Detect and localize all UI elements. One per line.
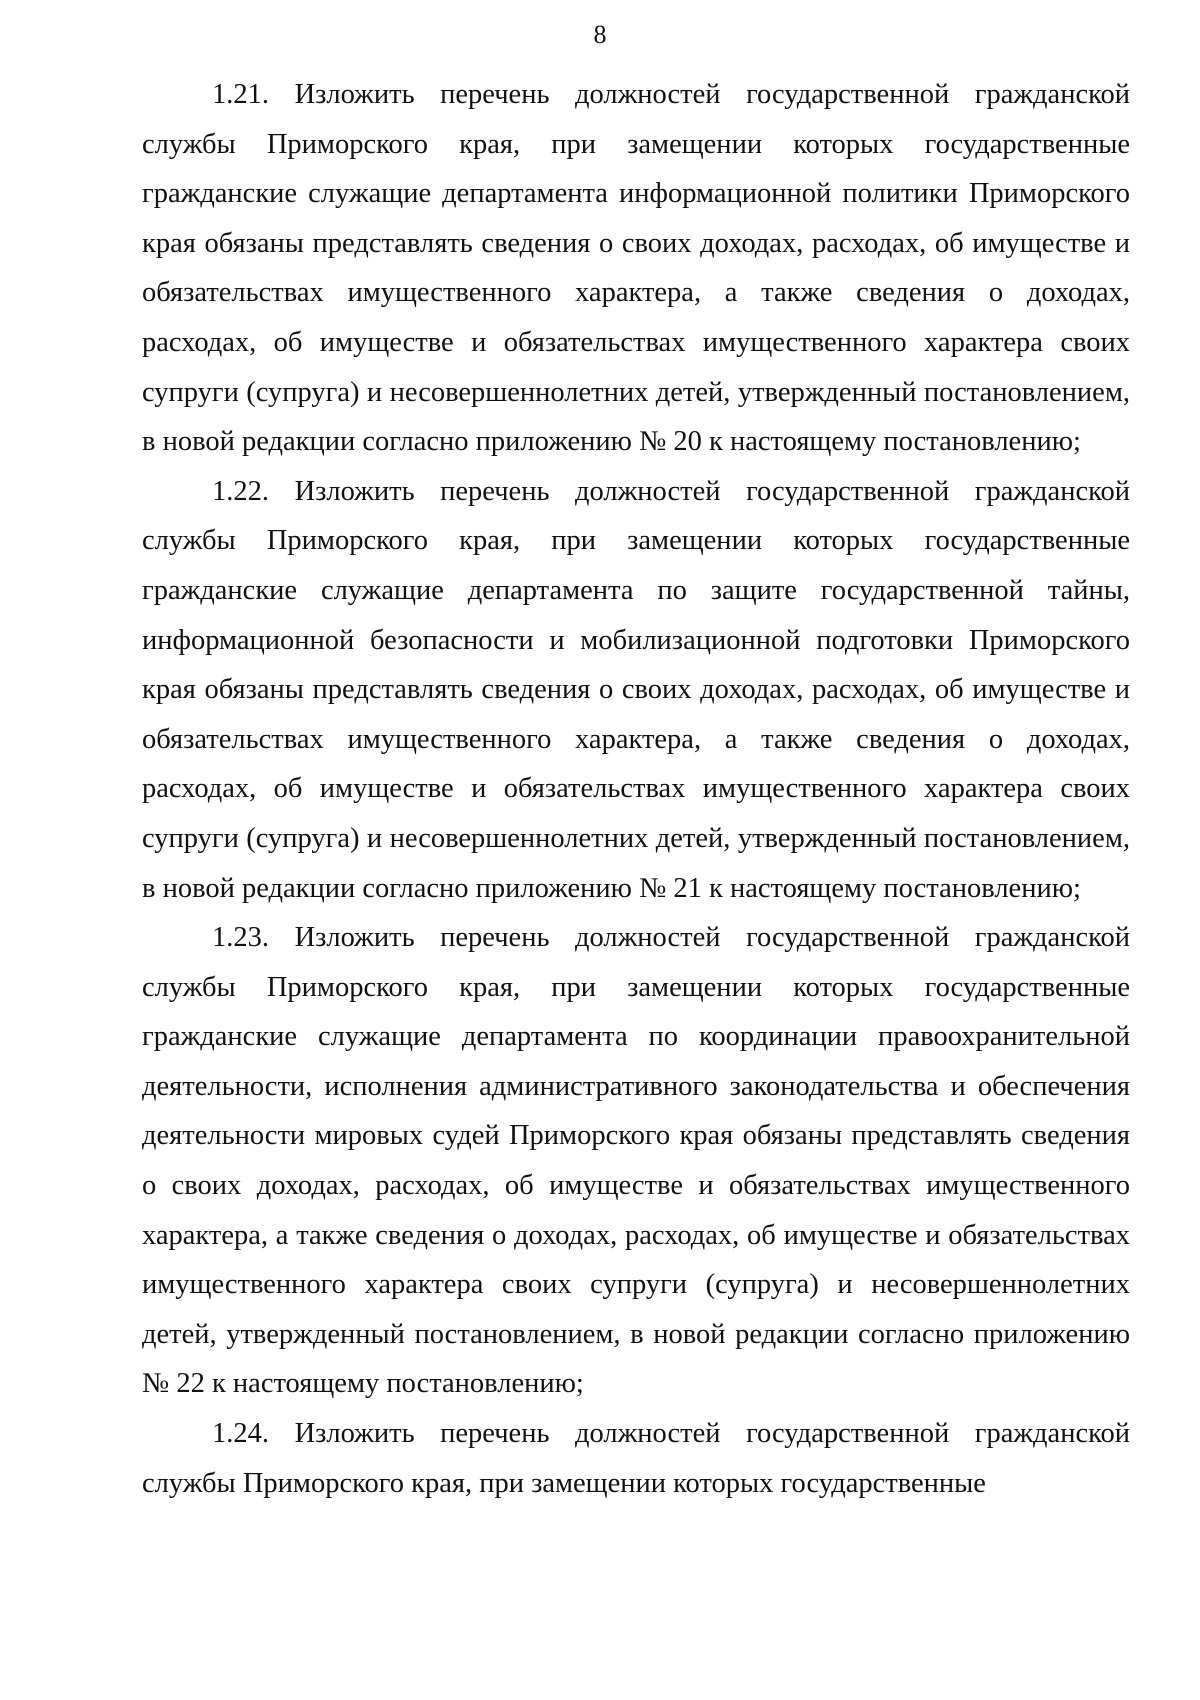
page-number: 8	[593, 20, 607, 49]
clause-1-24: 1.24. Изложить перечень должностей государственной гражданской службы Приморского края, при замещении которых государственные	[142, 1418, 1130, 1499]
clause-1-21: 1.21. Изложить перечень должностей государственной гражданской службы Приморского края, при замещении которых государственные гражданские служащие департамента информационной политики Приморского края обязаны представлять сведения о своих доходах, расходах, об имуществе и обязательствах имущественного характера, а также сведения о доходах, расходах, об имуществе и обязательствах имущественного характера своих супруги (супруга) и несовершеннолетних детей, утвержденный постановлением, в новой редакции согласно приложению № 20 к настоящему постановлению;	[142, 79, 1130, 458]
clause-1-22: 1.22. Изложить перечень должностей государственной гражданской службы Приморского края, при замещении которых государственные гражданские служащие департамента по защите государственной тайны, информационной безопасности и мобилизационной подготовки Приморского края обязаны представлять сведения о своих доходах, расходах, об имуществе и обязательствах имущественного характера, а также сведения о доходах, расходах, об имуществе и обязательствах имущественного характера своих супруги (супруга) и несовершеннолетних детей, утвержденный постановлением, в новой редакции согласно приложению № 21 к настоящему постановлению;	[142, 475, 1130, 904]
clause-1-23: 1.23. Изложить перечень должностей государственной гражданской службы Приморского края, при замещении которых государственные гражданские служащие департамента по координации правоохранительной деятельности, исполнения административного законодательства и обеспечения деятельности мировых судей Приморского края обязаны представлять сведения о своих доходах, расходах, об имуществе и обязательствах имущественного характера, а также сведения о доходах, расходах, об имуществе и обязательствах имущественного характера своих супруги (супруга) и несовершеннолетних детей, утвержденный постановлением, в новой редакции согласно приложению № 22 к настоящему постановлению;	[142, 922, 1130, 1400]
document-body	[142, 70, 1130, 1508]
